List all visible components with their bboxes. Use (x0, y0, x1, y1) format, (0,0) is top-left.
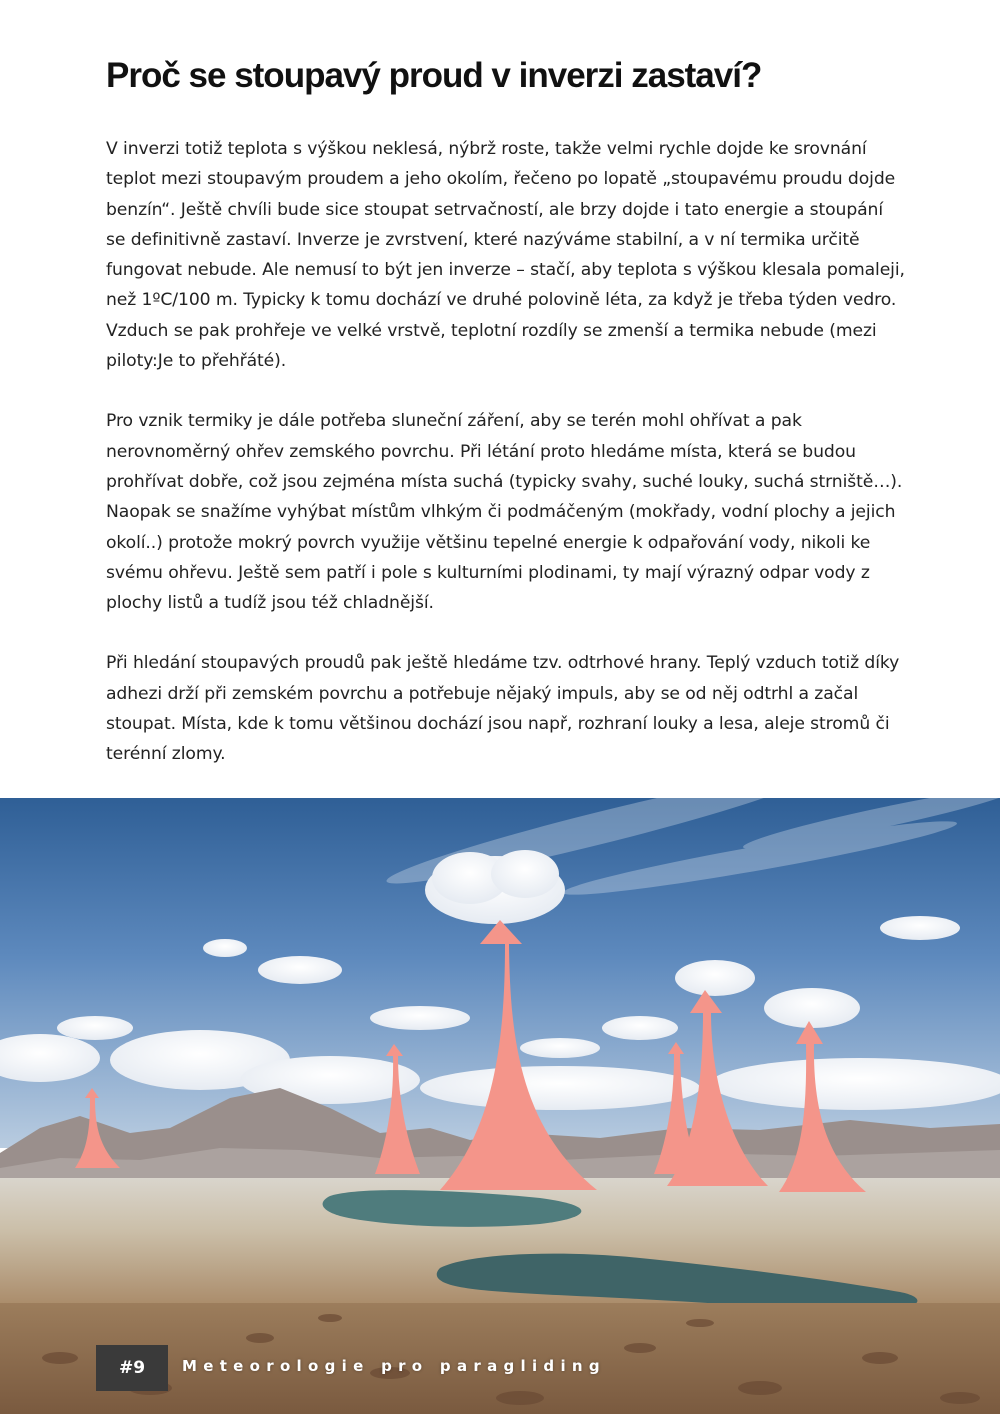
thermals-illustration-photo (0, 798, 1000, 1414)
paragraph-trigger-edges: Při hledání stoupavých proudů pak ještě hledáme tzv. odtrhové hrany. Teplý vzduch totiž díky adhezi drží při zemském povrchu a potřebuje nějaký impuls, aby se od něj odtrhl a začal stoupat. Místa, kde k tomu většinou dochází jsou např, rozhraní louky a lesa, aleje stromů či terénní zlomy. (106, 653, 900, 765)
article-body (106, 134, 906, 800)
page-number-badge (96, 1345, 168, 1391)
publication-title: Meteorologie pro paragliding (182, 1357, 606, 1375)
page-title: Proč se stoupavý proud v inverzi zastaví? (106, 56, 762, 95)
page-number: #9 (118, 1358, 146, 1378)
paragraph-inversion: V inverzi totiž teplota s výškou neklesá, nýbrž roste, takže velmi rychle dojde ke srovnání teplot mezi stoupavým proudem a jeho okolím, řečeno po lopatě „stoupavému proudu dojde benzín“. Ještě chvíli bude sice stoupat setrvačností, ale brzy dojde i tato energie a stoupání se definitivně zastaví. Inverze je zvrstvení, které nazýváme stabilní, a v ní termika určitě fungovat nebude. Ale nemusí to být jen inverze – stačí, aby teplota s výškou klesala pomaleji, než 1ºC/100 m. Typicky k tomu dochází ve druhé polovině léta, za když je třeba týden vedro. Vzduch se pak prohřeje ve velké vrstvě, teplotní rozdíly se zmenší a termika nebude (mezi piloty:Je to přehřáté). (106, 139, 905, 372)
paragraph-solar-heating: Pro vznik termiky je dále potřeba sluneční záření, aby se terén mohl ohřívat a pak nerovnoměrný ohřev zemského povrchu. Při létání proto hledáme místa, která se budou prohřívat dobře, což jsou zejména místa suchá (typicky svahy, suché louky, suchá strniště…). Naopak se snažíme vyhýbat místům vlhkým či podmáčeným (mokřady, vodní plochy a jejich okolí..) protože mokrý povrch využije většinu tepelné energie k odpařování vody, nikoli ke svému ohřevu. Ještě sem patří i pole s kulturními plodinami, ty mají výrazný odpar vody z plochy listů a tudíž jsou též chladnější. (106, 411, 903, 614)
